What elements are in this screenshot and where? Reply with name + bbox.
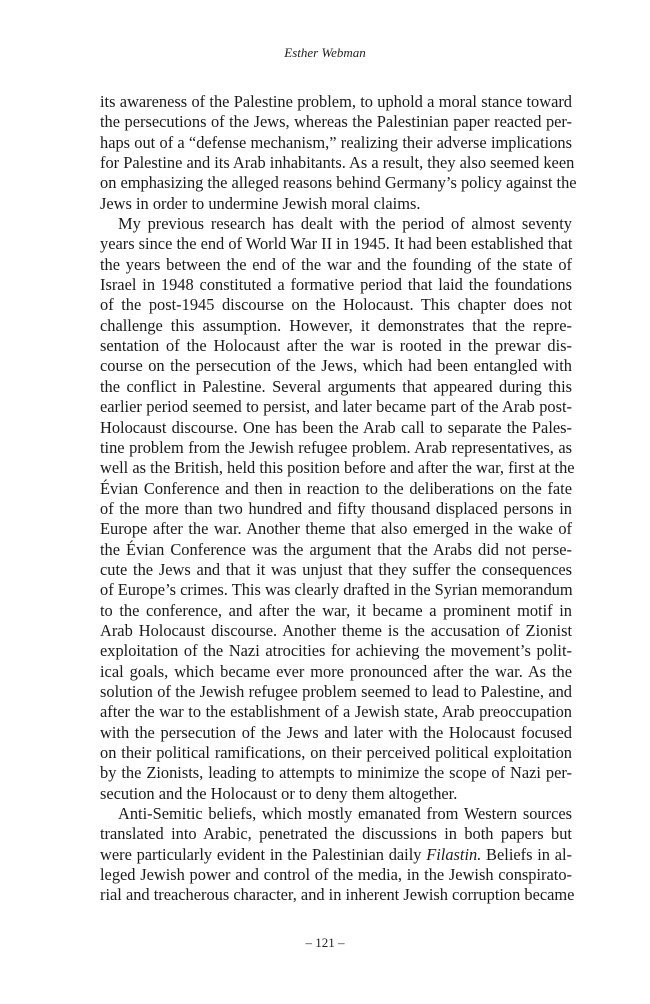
text-line: Israel in 1948 constituted a formative period that laid the foundations (100, 275, 572, 295)
text-line: translated into Arabic, penetrated the discussions in both papers but (100, 824, 572, 844)
text-line: the conflict in Palestine. Several arguments that appeared during this (100, 376, 572, 396)
text-line: haps out of a “defense mechanism,” realizing their adverse implications (100, 132, 572, 152)
text-line: cute the Jews and that it was unjust that they suffer the consequences (100, 559, 572, 579)
text-line: of Europe’s crimes. This was clearly drafted in the Syrian memorandum (100, 580, 573, 600)
text-run: were particularly evident in the Palestinian daily (100, 844, 427, 864)
paragraph (100, 804, 575, 906)
text-line: the Évian Conference was the argument that the Arabs did not perse- (100, 539, 572, 559)
newspaper-title: Filastin. (426, 844, 482, 864)
paragraph (100, 92, 577, 214)
text-line (100, 845, 572, 865)
text-line: Europe after the war. Another theme that also emerged in the wake of (100, 519, 572, 539)
text-line: the years between the end of the war and the founding of the state of (100, 254, 572, 274)
text-line: tine problem from the Jewish refugee problem. Arab representatives, as (100, 437, 572, 457)
text-line: Anti-Semitic beliefs, which mostly emanated from Western sources (118, 804, 572, 824)
text-line: earlier period seemed to persist, and later became part of the Arab post- (100, 397, 572, 417)
text-line: on their political ramifications, on their perceived political exploitation (100, 743, 572, 762)
body-text (100, 92, 577, 906)
text-line: Évian Conference and then in reaction to the deliberations on the fate (100, 478, 572, 498)
text-line: on emphasizing the alleged reasons behind Germany’s policy against the (100, 173, 577, 193)
text-line: solution of the Jewish refugee problem seemed to lead to Palestine, and (100, 681, 572, 701)
text-line: rial and treacherous character, and in inherent Jewish corruption became (100, 885, 575, 905)
text-line: challenge this assumption. However, it demonstrates that the repre- (100, 315, 572, 335)
text-line: Holocaust discourse. One has been the Arab call to separate the Pales- (100, 417, 572, 437)
text-line: exploitation of the Nazi atrocities for achieving the movement’s polit- (100, 641, 572, 661)
text-line: to the conference, and after the war, it became a prominent motif in (100, 600, 572, 620)
text-line: well as the British, held this position before and after the war, first at the (100, 458, 575, 478)
text-line: by the Zionists, leading to attempts to minimize the scope of Nazi per- (100, 763, 572, 783)
text-line: the persecutions of the Jews, whereas the Palestinian paper reacted per- (100, 112, 572, 132)
text-line: of the post-1945 discourse on the Holocaust. This chapter does not (100, 295, 572, 315)
text-line: for Palestine and its Arab inhabitants. As a result, they also seemed keen (100, 153, 575, 173)
text-line: sentation of the Holocaust after the war is rooted in the prewar dis- (100, 336, 572, 356)
text-line: course on the persecution of the Jews, which had been entangled with (100, 356, 572, 376)
running-head: Esther Webman (284, 45, 366, 60)
text-line: secution and the Holocaust or to deny them altogether. (100, 783, 458, 803)
text-run: Beliefs in al- (481, 844, 572, 864)
text-line: My previous research has dealt with the period of almost seventy (118, 214, 572, 234)
text-line: with the persecution of the Jews and later with the Holocaust focused (100, 722, 572, 742)
text-line: leged Jewish power and control of the media, in the Jewish conspirato- (100, 865, 572, 885)
paragraph (100, 214, 575, 804)
text-line: its awareness of the Palestine problem, to uphold a moral stance toward (100, 92, 572, 111)
page-number: – 121 – (305, 935, 345, 950)
text-line: Jews in order to undermine Jewish moral claims. (100, 193, 421, 213)
text-line: of the more than two hundred and fifty thousand displaced persons in (100, 498, 572, 518)
text-line: after the war to the establishment of a Jewish state, Arab preoccupation (100, 702, 572, 722)
text-line: Arab Holocaust discourse. Another theme is the accusation of Zionist (100, 620, 572, 640)
text-line: years since the end of World War II in 1945. It had been established that (100, 234, 573, 254)
text-line: ical goals, which became ever more pronounced after the war. As the (100, 661, 572, 681)
